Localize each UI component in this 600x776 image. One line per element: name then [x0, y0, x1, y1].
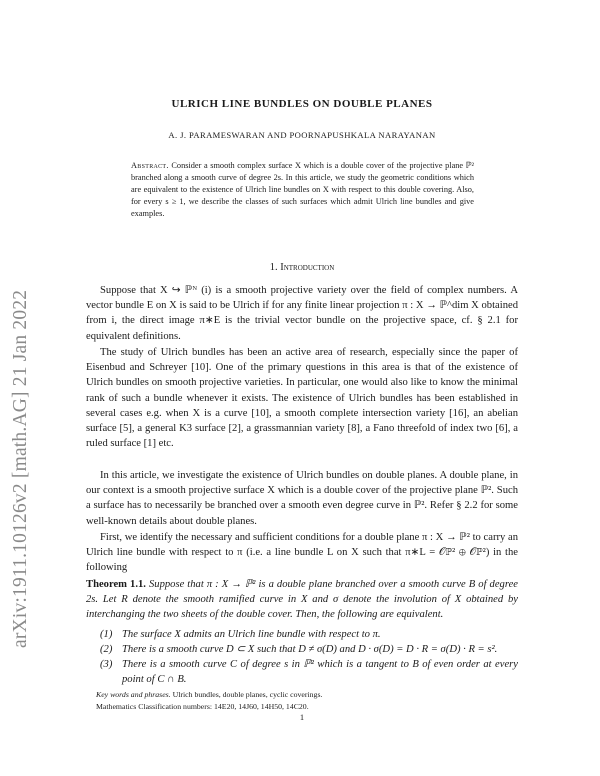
item-text: There is a smooth curve D ⊂ X such that D ≠ σ(D) and D · σ(D) = D · R = σ(D) · R = s².	[122, 643, 498, 655]
keywords: Ulrich bundles, double planes, cyclic coverings.	[172, 690, 323, 699]
list-item	[86, 642, 518, 657]
theorem-list	[86, 627, 518, 688]
section-title: Introduction	[280, 262, 335, 273]
paragraph-text: First, we identify the necessary and sufficient conditions for a double plane π : X → ℙ² to carry an Ulrich line bundle with respect to π (i.e. a line bundle L on X such that π∗L = 𝒪ℙ² ⊕ 𝒪ℙ²) in the following	[86, 532, 518, 574]
arxiv-identifier: arXiv:1911.10126v2 [math.AG] 21 Jan 2022	[10, 289, 31, 648]
theorem-label: Theorem 1.1.	[86, 579, 146, 590]
intro-paragraph-1	[86, 283, 518, 344]
footnotes	[96, 689, 516, 713]
list-item	[86, 657, 518, 687]
item-number: (1)	[100, 628, 113, 640]
paragraph-text: Suppose that X ↪ ℙᴺ (i) is a smooth projective variety over the field of complex numbers. A vector bundle E on X is said to be Ulrich if for any finite linear projection π : X → ℙ^dim X obtained from i, the direct image π∗E is the trivial vector bundle on the projective space, cf. § 2.1 for equivalent definitions.	[86, 285, 518, 342]
section-heading	[86, 262, 518, 273]
msc-line: Mathematics Classification numbers: 14E20, 14J60, 14H50, 14C20.	[96, 702, 309, 711]
abstract	[131, 160, 474, 220]
list-item	[86, 627, 518, 642]
keywords-line	[96, 689, 516, 701]
paper-title: ULRICH LINE BUNDLES ON DOUBLE PLANES	[171, 98, 433, 110]
page-number: 1	[299, 712, 305, 722]
abstract-label: Abstract.	[131, 161, 169, 170]
item-text: There is a smooth curve C of degree s in ℙ² which is a tangent to B of even order at every point of C ∩ B.	[122, 659, 518, 686]
intro-paragraph-4	[86, 530, 518, 576]
paragraph-text: The study of Ulrich bundles has been an active area of research, especially since the paper of Eisenbud and Schreyer [10]. One of the primary questions in this area is that of the existence of Ulrich bundles on smooth projective varieties. In particular, one would also like to know the minimal rank of such a bundle whenever it exists. The existence of Ulrich bundles has been established in several cases e.g. when X is a curve [10], a smooth complete intersection variety [16], an abelian surface [5], a general K3 surface [2], a grassmannian variety [8], a Fano threefold of index two [6], a ruled surface [1] etc.	[86, 347, 518, 450]
section-number: 1.	[269, 262, 278, 273]
paragraph-text: In this article, we investigate the existence of Ulrich bundles on double planes. A double plane, in our context is a smooth projective surface X which is a double cover of the projective plane ℙ². Such a surface has to necessarily be branched over a smooth even degree curve in ℙ². Refer § 2.2 for some well-known details about double planes.	[86, 470, 518, 527]
paper-authors: A. J. PARAMESWARAN AND POORNAPUSHKALA NARAYANAN	[168, 130, 436, 140]
intro-paragraph-2	[86, 345, 518, 451]
abstract-text: Consider a smooth complex surface X which is a double cover of the projective plane ℙ² branched along a smooth curve of degree 2s. In this article, we study the geometric conditions which are equivalent to the existence of Ulrich line bundles on X with respect to this double covering. Also, for every s ≥ 1, we describe the classes of such surfaces which admit Ulrich line bundles and give examples.	[131, 161, 474, 218]
item-text: The surface X admits an Ulrich line bundle with respect to π.	[122, 628, 381, 640]
intro-paragraph-3	[86, 468, 518, 529]
item-number: (3)	[100, 659, 113, 671]
item-number: (2)	[100, 643, 113, 655]
keywords-label: Key words and phrases.	[96, 690, 171, 699]
theorem-text: Suppose that π : X → ℙ² is a double plane branched over a smooth curve B of degree 2s. Let R denote the smooth ramified curve in X and σ denote the involution of X obtained by interchanging the two sheets of the double cover. Then, the following are equivalent.	[86, 579, 518, 621]
theorem-block	[86, 577, 518, 687]
